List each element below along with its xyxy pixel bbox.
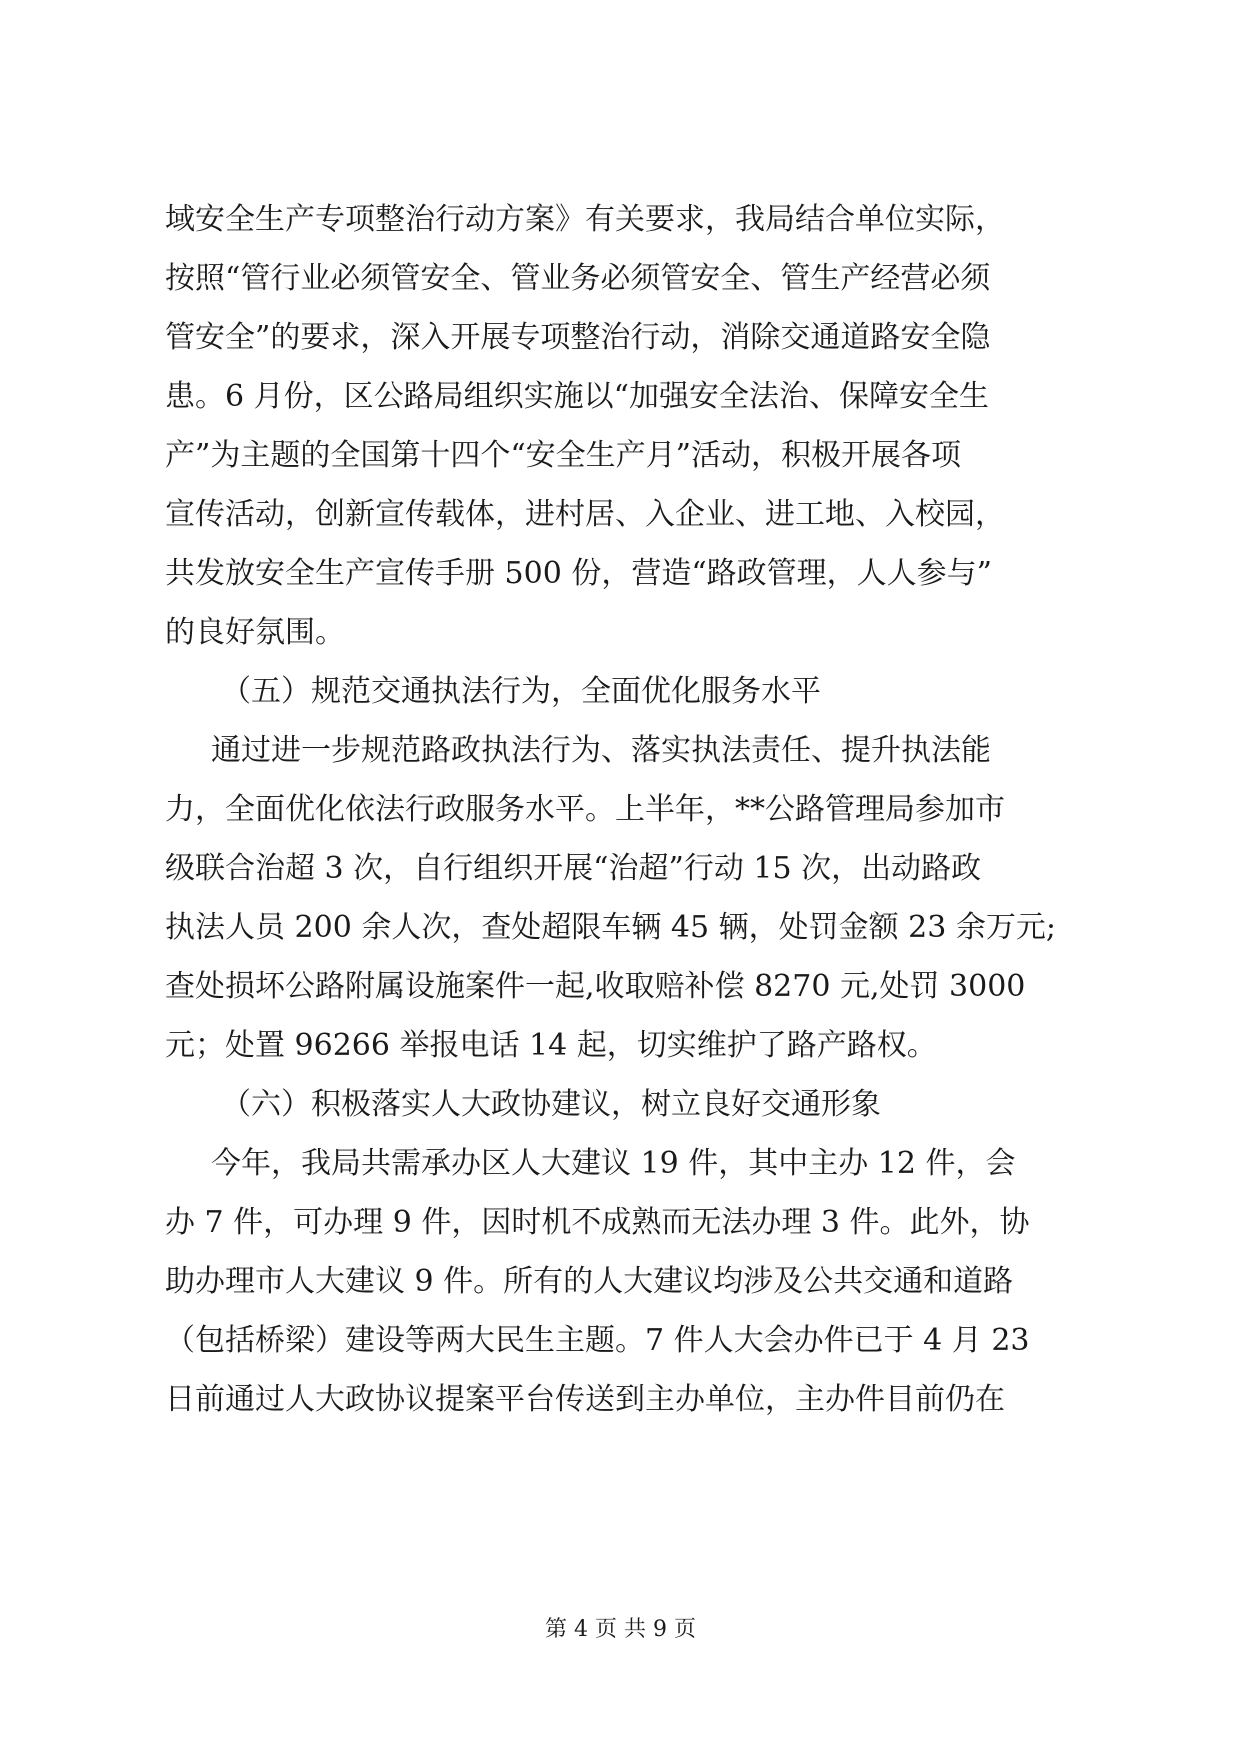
page-number-footer: 第 4 页 共 9 页 — [545, 1617, 696, 1642]
body-line-17: 今年，我局共需承办区人大建议 19 件，其中主办 12 件，会 — [211, 1146, 1016, 1181]
body-line-20: （包括桥梁）建设等两大民生主题。7 件人大会办件已于 4 月 23 — [165, 1323, 1030, 1358]
body-line-13: 执法人员 200 余人次，查处超限车辆 45 辆，处罚金额 23 余万元; — [165, 910, 1056, 945]
body-line-2: 按照“管行业必须管安全、管业务必须管安全、管生产经营必须 — [165, 261, 991, 296]
section-heading-6: （六）积极落实人大政协建议，树立良好交通形象 — [221, 1087, 881, 1122]
body-line-7: 共发放安全生产宣传手册 500 份，营造“路政管理，人人参与” — [165, 556, 993, 591]
body-line-10: 通过进一步规范路政执法行为、落实执法责任、提升执法能 — [211, 733, 991, 768]
body-line-4: 患。6 月份，区公路局组织实施以“加强安全法治、保障安全生 — [165, 379, 989, 414]
body-line-5: 产”为主题的全国第十四个“安全生产月”活动，积极开展各项 — [165, 438, 962, 473]
section-heading-5: （五）规范交通执法行为，全面优化服务水平 — [221, 674, 821, 709]
body-line-15: 元；处置 96266 举报电话 14 起，切实维护了路产路权。 — [165, 1028, 937, 1063]
body-line-18: 办 7 件，可办理 9 件，因时机不成熟而无法办理 3 件。此外，协 — [165, 1205, 1030, 1240]
body-line-19: 助办理市人大建议 9 件。所有的人大建议均涉及公共交通和道路 — [165, 1264, 1014, 1299]
body-line-1: 域安全生产专项整治行动方案》有关要求，我局结合单位实际， — [165, 202, 1005, 237]
body-line-8: 的良好氛围。 — [165, 615, 345, 650]
body-line-14: 查处损坏公路附属设施案件一起,收取赔补偿 8270 元,处罚 3000 — [165, 969, 1026, 1004]
body-line-11: 力，全面优化依法行政服务水平。上半年，**公路管理局参加市 — [165, 792, 1005, 827]
body-line-3: 管安全”的要求，深入开展专项整治行动，消除交通道路安全隐 — [165, 320, 991, 355]
body-line-6: 宣传活动，创新宣传载体，进村居、入企业、进工地、入校园， — [165, 497, 1005, 532]
body-line-12: 级联合治超 3 次，自行组织开展“治超”行动 15 次，出动路政 — [165, 851, 982, 886]
body-line-21: 日前通过人大政协议提案平台传送到主办单位，主办件目前仍在 — [165, 1382, 1005, 1417]
